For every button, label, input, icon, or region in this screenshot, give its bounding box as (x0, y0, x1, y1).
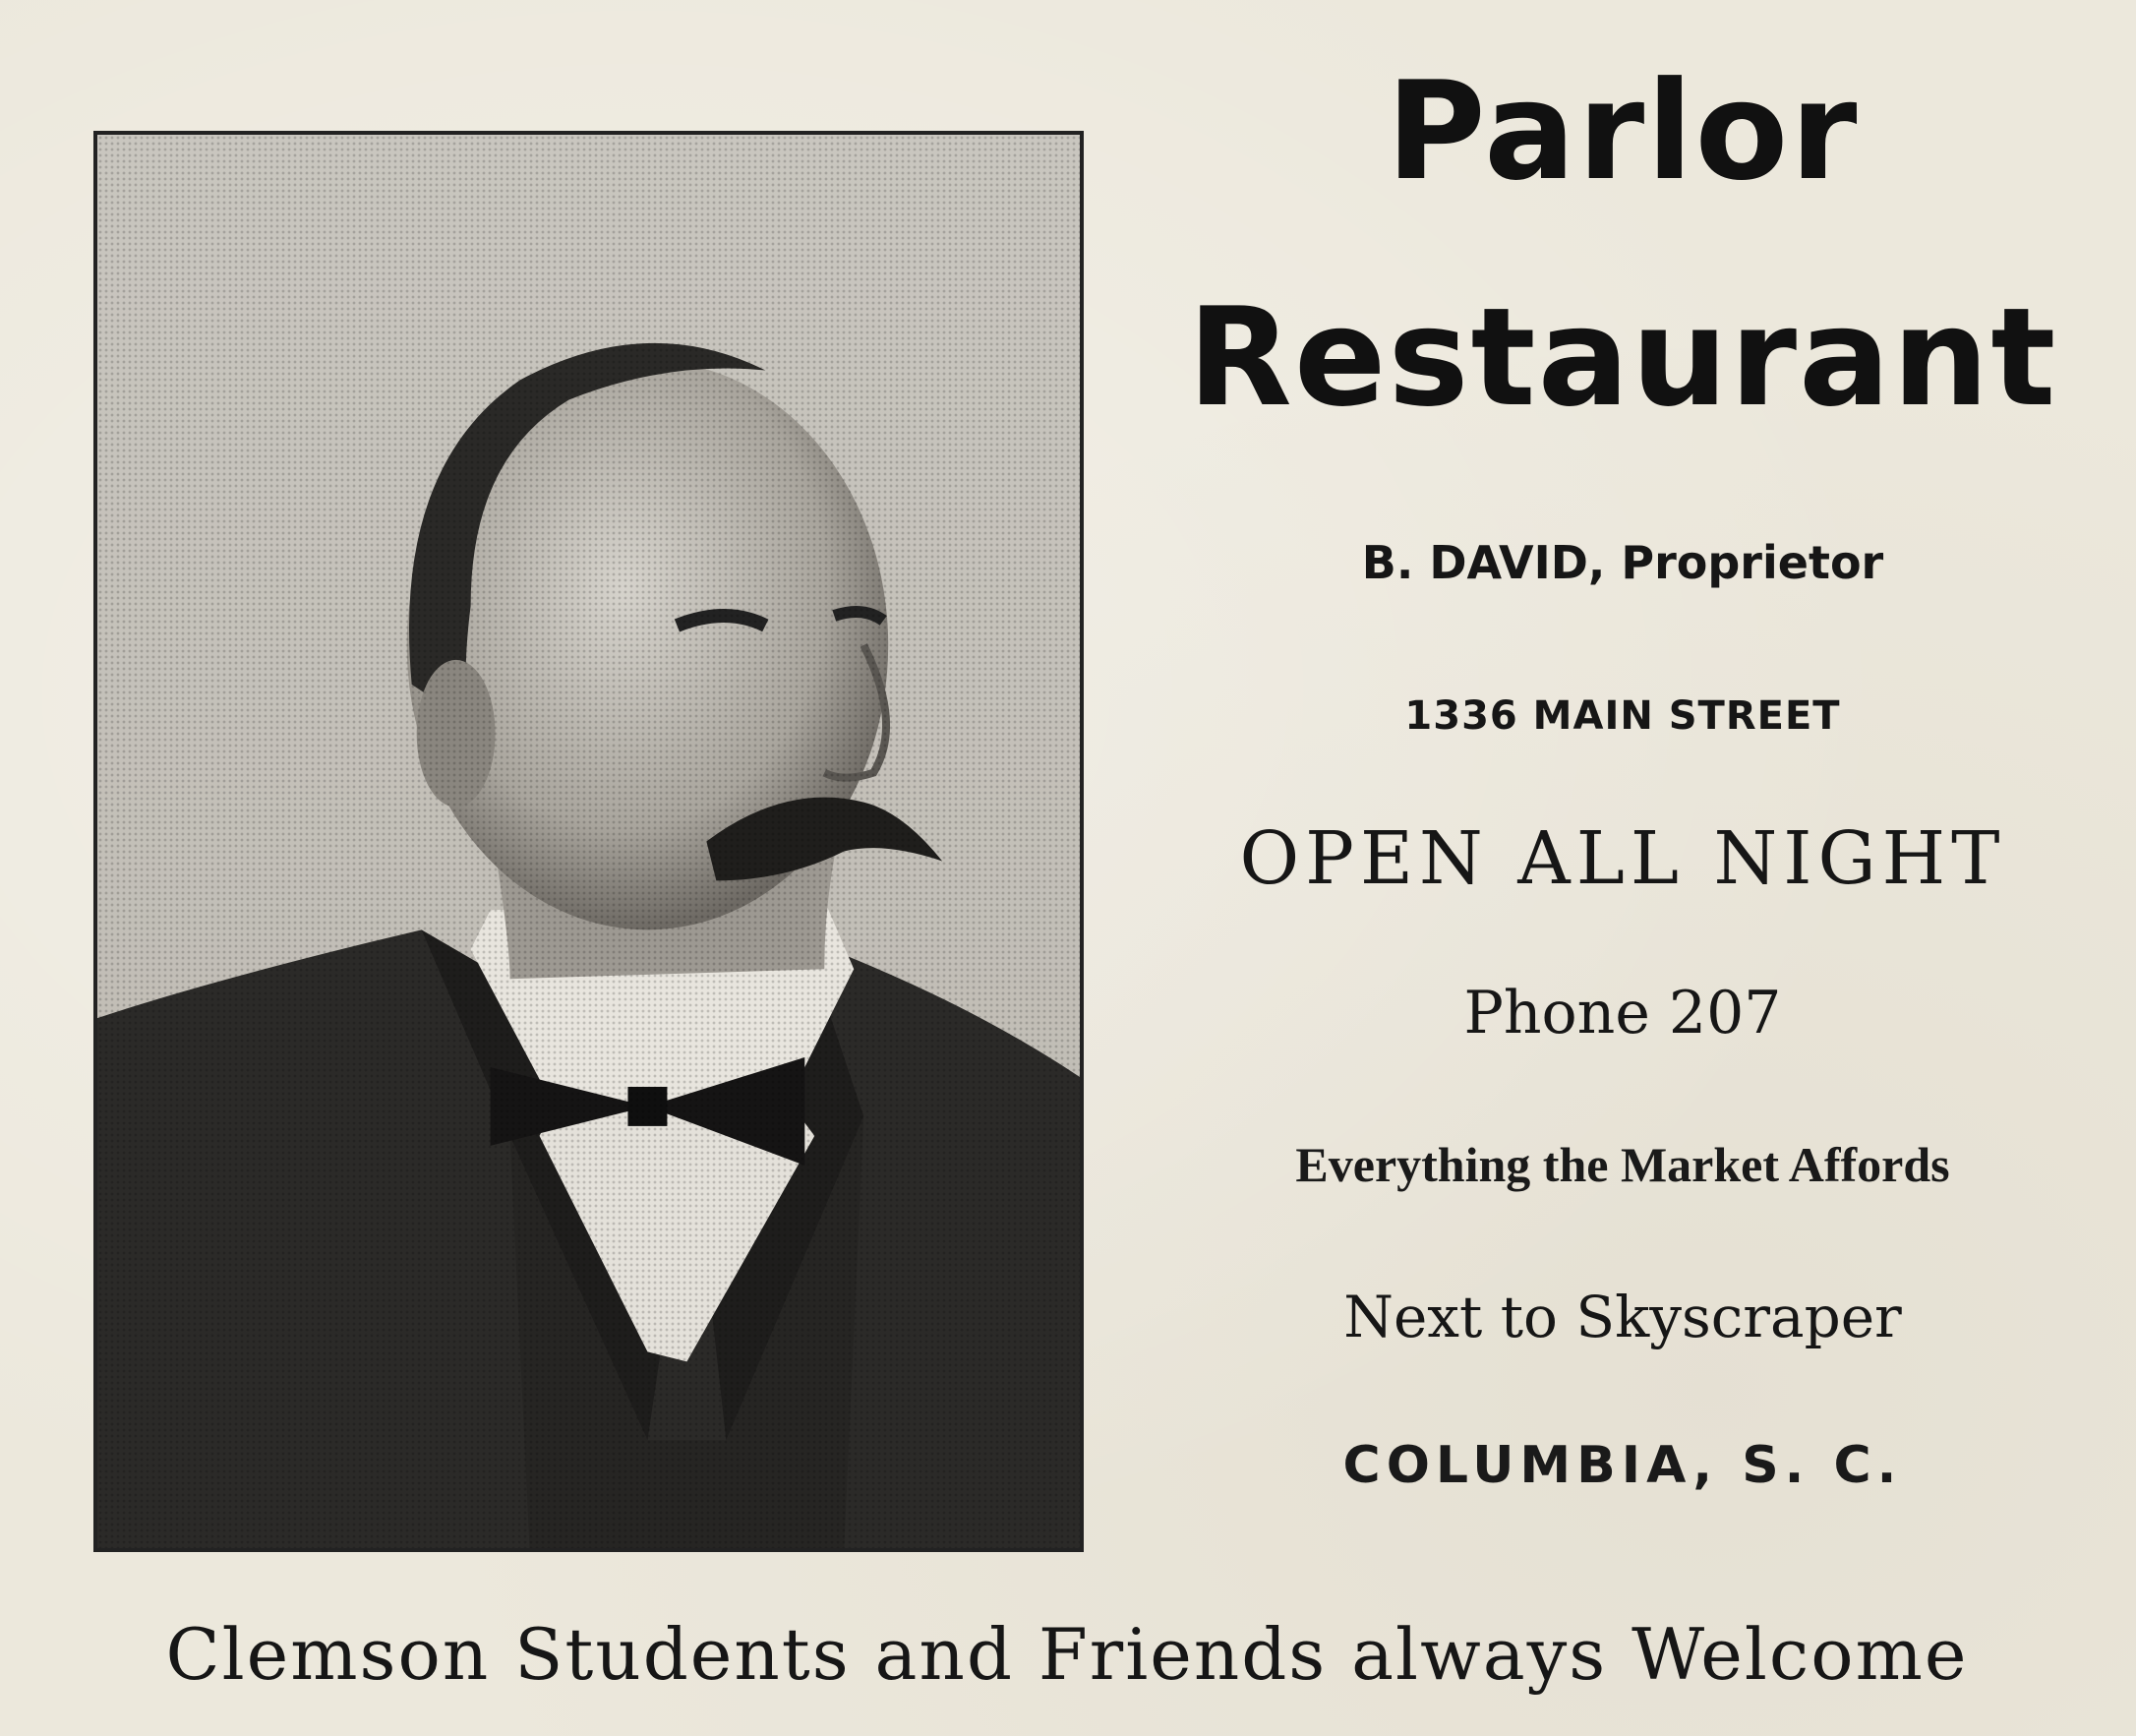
portrait-illustration (97, 135, 1080, 1548)
title-line-1: Parlor (1386, 52, 1860, 210)
tagline: Everything the Market Affords (1295, 1137, 1950, 1192)
location-note: Next to Skyscraper (1343, 1284, 1902, 1350)
title-line-2: Restaurant (1187, 278, 2058, 437)
proprietor-line: B. DAVID, Proprietor (1361, 536, 1884, 589)
footer-welcome: Clemson Students and Friends always Welcome (165, 1613, 1969, 1696)
proprietor-portrait (93, 131, 1084, 1552)
hours-line: OPEN ALL NIGHT (1239, 816, 2006, 901)
city-line: COLUMBIA, S. C. (1342, 1436, 1903, 1495)
phone-line: Phone 207 (1463, 979, 1782, 1048)
address-line: 1336 MAIN STREET (1404, 693, 1841, 739)
